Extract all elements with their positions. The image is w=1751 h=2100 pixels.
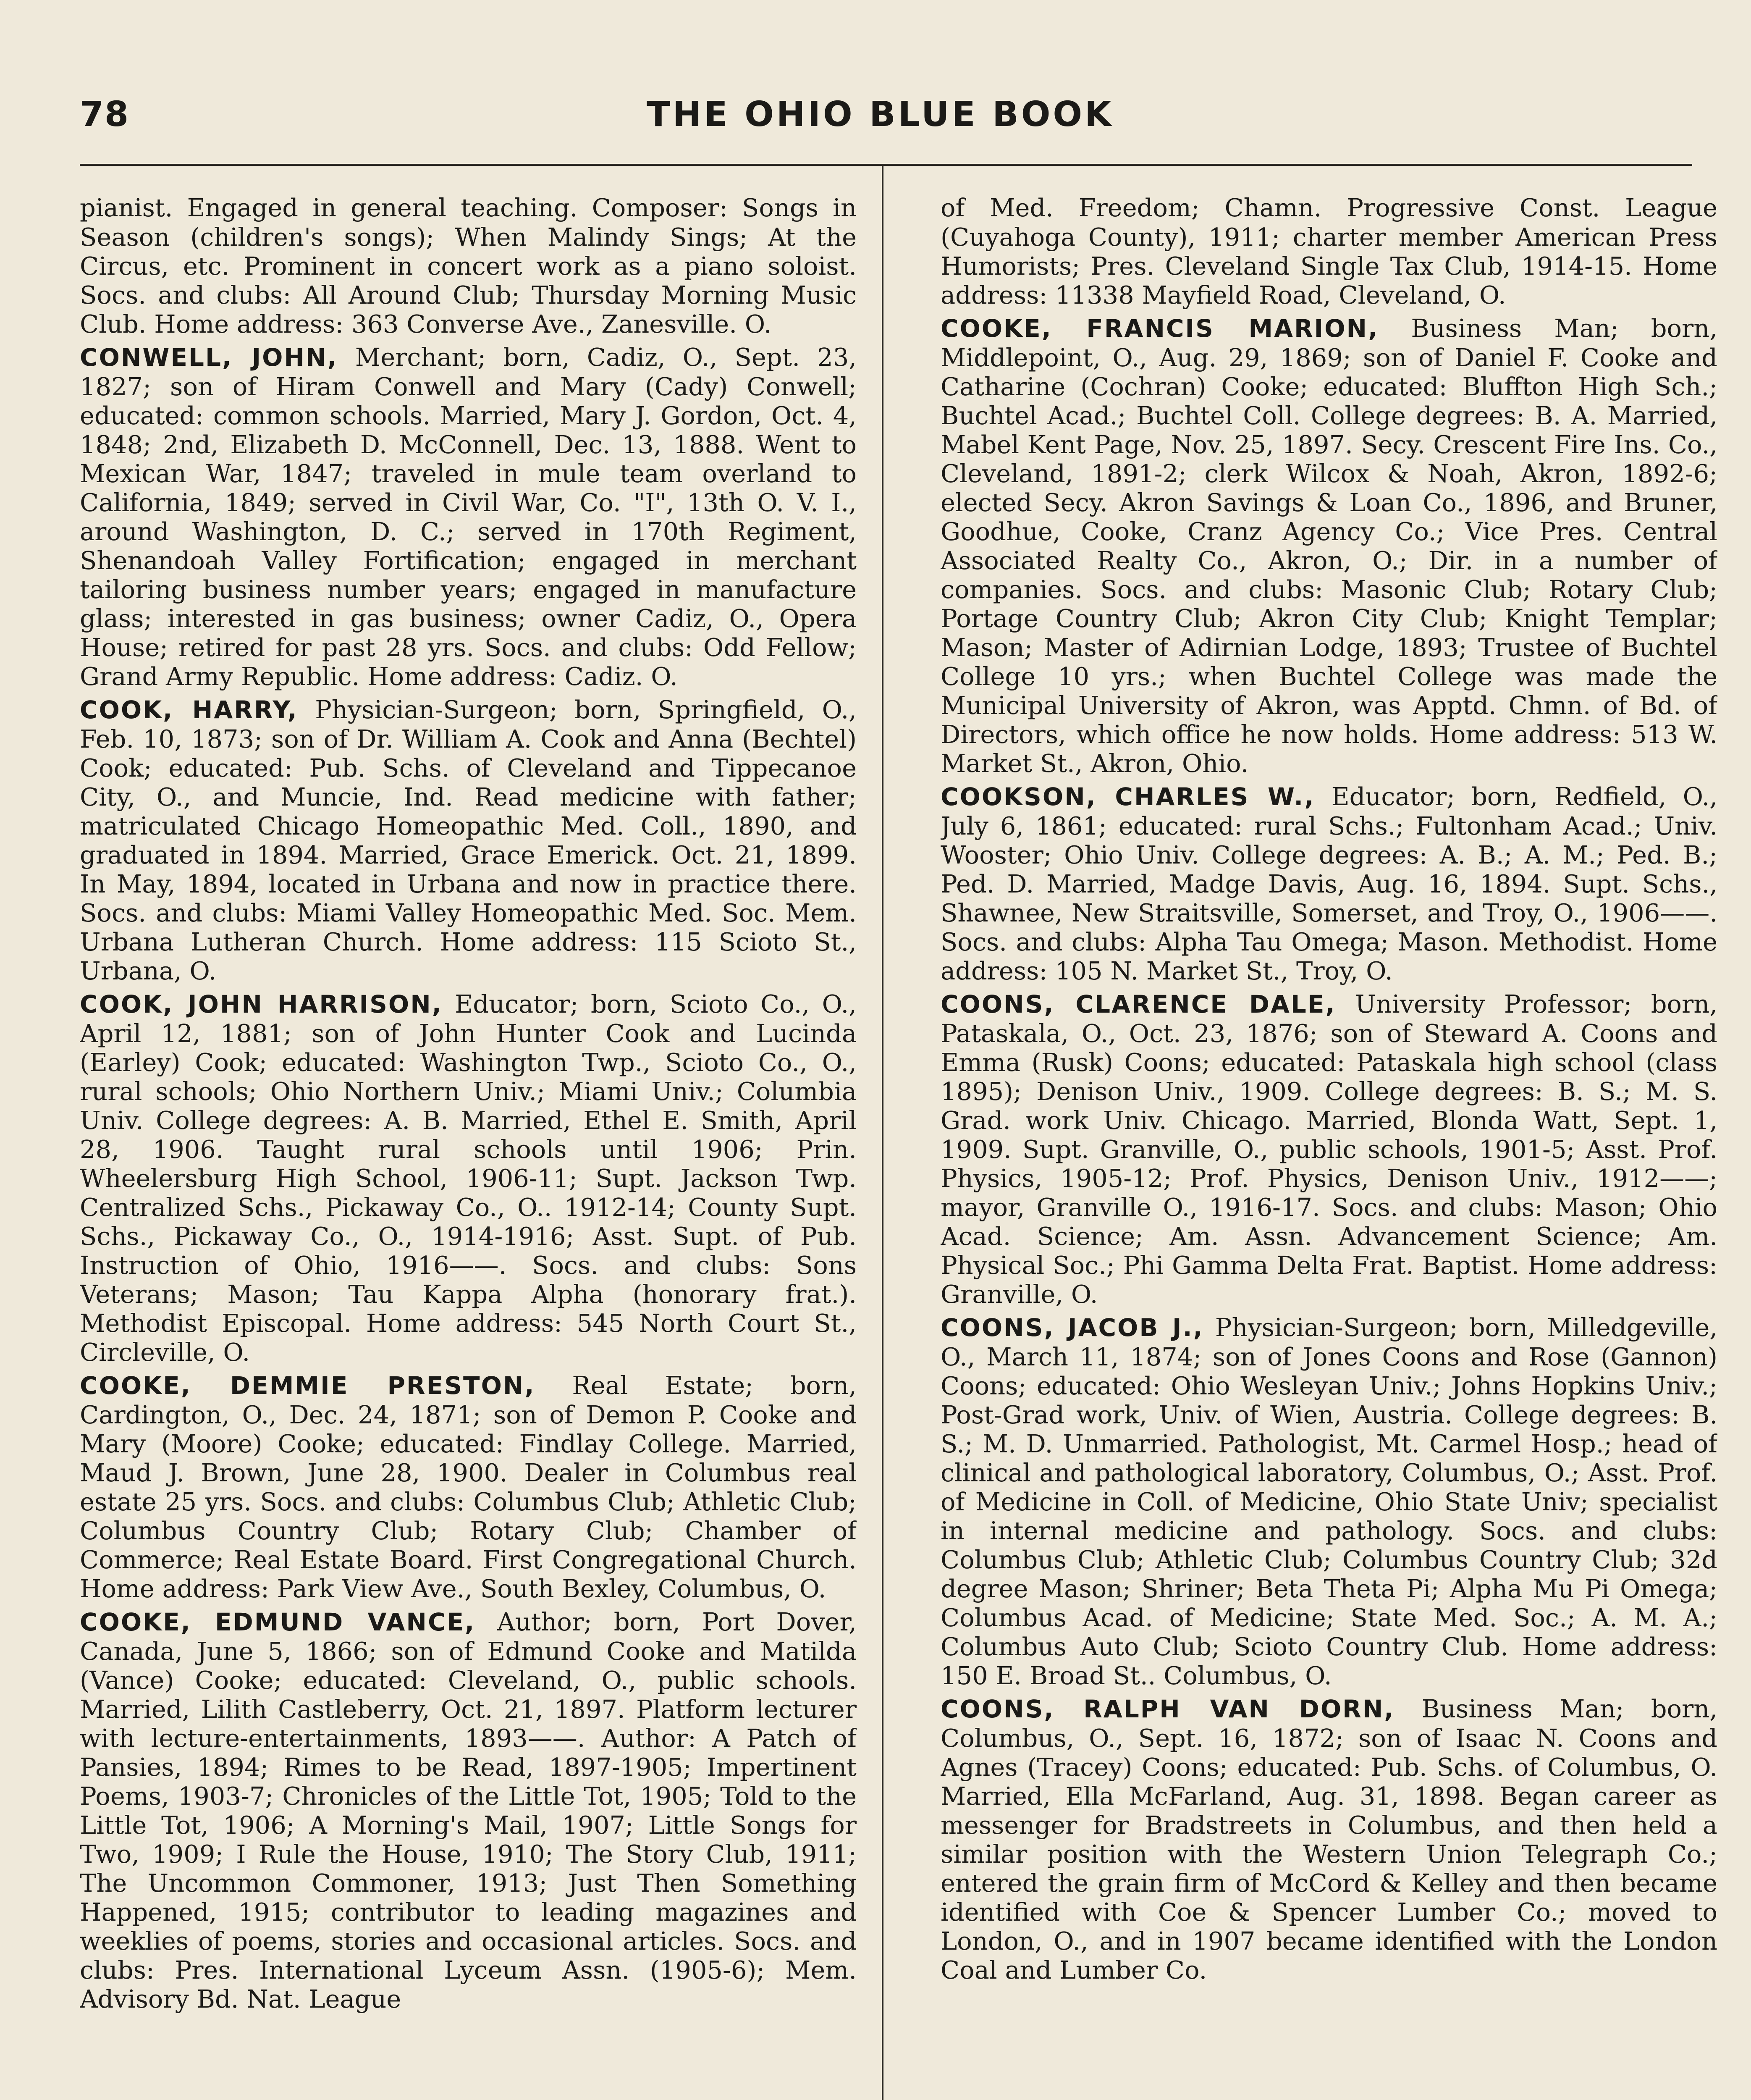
entry-text: Merchant; born, Cadiz, O., Sept. 23, 1827; son of Hiram Conwell and Mary (Cady) Conwell; educated: common schools. Married, Mary J. Gordon, Oct. 4, 1848; 2nd, Elizabeth D. McConnell, Dec. 13, 1888. Went to Mexican War, 1847; traveled in mule team overland to California, 1849; served in Civil War, Co. "I", 13th O. V. I., around Washington, D. C.; served in 170th Regiment, Shenandoah Valley Fortification; engaged in merchant tailoring business number years; engaged in manufacture glass; interested in gas business; owner Cadiz, O., Opera House; retired for past 28 yrs. Socs. and clubs: Odd Fellow; Grand Army Republic. Home address: Cadiz. O. (80, 343, 857, 691)
entry-name: COONS, RALPH VAN DORN, (941, 1695, 1395, 1723)
biography-entry (80, 695, 857, 985)
entry-name: COOK, JOHN HARRISON, (80, 990, 443, 1018)
entry-text: Business Man; born, Middlepoint, O., Aug. 29, 1869; son of Daniel F. Cooke and Catharine (Cochran) Cooke; educated: Bluffton High Sch.; Buchtel Acad.; Buchtel Coll. College degrees: B. A. Married, Mabel Kent Page, Nov. 25, 1897. Secy. Crescent Fire Ins. Co., Cleveland, 1891-2; clerk Wilcox & Noah, Akron, 1892-6; elected Secy. Akron Savings & Loan Co., 1896, and Bruner, Goodhue, Cooke, Cranz Agency Co.; Vice Pres. Central Associated Realty Co., Akron, O.; Dir. in a number of companies. Socs. and clubs: Masonic Club; Rotary Club; Portage Country Club; Akron City Club; Knight Templar; Mason; Master of Adirnian Lodge, 1893; Trustee of Buchtel College 10 yrs.; when Buchtel College was made the Municipal University of Akron, was Apptd. Chmn. of Bd. of Directors, which office he now holds. Home address: 513 W. Market St., Akron, Ohio. (941, 314, 1717, 778)
header-rule (80, 164, 1692, 166)
biography-entry (80, 990, 857, 1367)
entry-text: pianist. Engaged in general teaching. Composer: Songs in Season (children's songs); When Malindy Sings; At the Circus, etc. Prominent in concert work as a piano soloist. Socs. and clubs: All Around Club; Thursday Morning Music Club. Home address: 363 Converse Ave., Zanesville. O. (80, 193, 857, 339)
entry-text: Author; born, Port Dover, Canada, June 5, 1866; son of Edmund Cooke and Matilda (Vance) Cooke; educated: Cleveland, O., public schools. Married, Lilith Castleberry, Oct. 21, 1897. Platform lecturer with lecture-entertainments, 1893——. Author: A Patch of Pansies, 1894; Rimes to be Read, 1897-1905; Impertinent Poems, 1903-7; Chronicles of the Little Tot, 1905; Told to the Little Tot, 1906; A Morning's Mail, 1907; Little Songs for Two, 1909; I Rule the House, 1910; The Story Club, 1911; The Uncommon Commoner, 1913; Just Then Something Happened, 1915; contributor to leading magazines and weeklies of poems, stories and occasional articles. Socs. and clubs: Pres. International Lyceum Assn. (1905-6); Mem. Advisory Bd. Nat. League (80, 1607, 857, 2013)
entry-name: COOKSON, CHARLES W., (941, 782, 1315, 811)
biography-entry (941, 1313, 1717, 1690)
entry-text: Physician-Surgeon; born, Springfield, O., Feb. 10, 1873; son of Dr. William A. Cook and Anna (Bechtel) Cook; educated: Pub. Schs. of Cleveland and Tippecanoe City, O., and Muncie, Ind. Read medicine with father; matriculated Chicago Homeopathic Med. Coll., 1890, and graduated in 1894. Married, Grace Emerick. Oct. 21, 1899. In May, 1894, located in Urbana and now in practice there. Socs. and clubs: Miami Valley Homeopathic Med. Soc. Mem. Urbana Lutheran Church. Home address: 115 Scioto St., Urbana, O. (80, 695, 857, 985)
entry-text: Real Estate; born, Cardington, O., Dec. 24, 1871; son of Demon P. Cooke and Mary (Moore) Cooke; educated: Findlay College. Married, Maud J. Brown, June 28, 1900. Dealer in Columbus real estate 25 yrs. Socs. and clubs: Columbus Club; Athletic Club; Columbus Country Club; Rotary Club; Chamber of Commerce; Real Estate Board. First Congregational Church. Home address: Park View Ave., South Bexley, Columbus, O. (80, 1371, 857, 1603)
entry-name: CONWELL, JOHN, (80, 343, 338, 372)
entry-name: COONS, CLARENCE DALE, (941, 990, 1336, 1018)
page-header (80, 94, 1692, 149)
biography-entry (941, 990, 1717, 1309)
column-divider (882, 166, 883, 2100)
entry-text: Physician-Surgeon; born, Milledgeville, O., March 11, 1874; son of Jones Coons and Rose (Gannon) Coons; educated: Ohio Wesleyan Univ.; Johns Hopkins Univ.; Post-Grad work, Univ. of Wien, Austria. College degrees: B. S.; M. D. Unmarried. Pathologist, Mt. Carmel Hosp.; head of clinical and pathological laboratory, Columbus, O.; Asst. Prof. of Medicine in Coll. of Medicine, Ohio State Univ; specialist in internal medicine and pathology. Socs. and clubs: Columbus Club; Athletic Club; Columbus Country Club; 32d degree Mason; Shriner; Beta Theta Pi; Alpha Mu Pi Omega; Columbus Acad. of Medicine; State Med. Soc.; A. M. A.; Columbus Auto Club; Scioto Country Club. Home address: 150 E. Broad St.. Columbus, O. (941, 1313, 1717, 1690)
entry-text: Educator; born, Redfield, O., July 6, 1861; educated: rural Schs.; Fultonham Acad.; Univ. Wooster; Ohio Univ. College degrees: A. B.; A. M.; Ped. B.; Ped. D. Married, Madge Davis, Aug. 16, 1894. Supt. Schs., Shawnee, New Straitsville, Somerset, and Troy, O., 1906——. Socs. and clubs: Alpha Tau Omega; Mason. Methodist. Home address: 105 N. Market St., Troy, O. (941, 782, 1717, 985)
entry-name: COOK, HARRY, (80, 696, 298, 724)
biography-entry (80, 1607, 857, 2013)
entry-name: COOKE, DEMMIE PRESTON, (80, 1371, 535, 1400)
entry-text: Educator; born, Scioto Co., O., April 12, 1881; son of John Hunter Cook and Lucinda (Earley) Cook; educated: Washington Twp., Scioto Co., O., rural schools; Ohio Northern Univ.; Miami Univ.; Columbia Univ. College degrees: A. B. Married, Ethel E. Smith, April 28, 1906. Taught rural schools until 1906; Prin. Wheelersburg High School, 1906-11; Supt. Jackson Twp. Centralized Schs., Pickaway Co., O.. 1912-14; County Supt. Schs., Pickaway Co., O., 1914-1916; Asst. Supt. of Pub. Instruction of Ohio, 1916——. Socs. and clubs: Sons Veterans; Mason; Tau Kappa Alpha (honorary frat.). Methodist Episcopal. Home address: 545 North Court St., Circleville, O. (80, 990, 857, 1367)
entry-text: of Med. Freedom; Chamn. Progressive Const. League (Cuyahoga County), 1911; charter member American Press Humorists; Pres. Cleveland Single Tax Club, 1914-15. Home address: 11338 Mayfield Road, Cleveland, O. (941, 193, 1717, 310)
biography-entry (80, 193, 857, 339)
page-number: 78 (80, 94, 130, 134)
biography-entry (941, 314, 1717, 778)
biography-entry (941, 193, 1717, 310)
entry-name: COOKE, EDMUND VANCE, (80, 1608, 476, 1636)
running-title: THE OHIO BLUE BOOK (647, 94, 1114, 134)
entry-name: COOKE, FRANCIS MARION, (941, 314, 1379, 343)
right-column (941, 193, 1717, 2100)
biography-entry (80, 1371, 857, 1603)
entry-name: COONS, JACOB J., (941, 1313, 1204, 1342)
left-column (80, 193, 857, 2100)
entry-text: University Professor; born, Pataskala, O., Oct. 23, 1876; son of Steward A. Coons and Emma (Rusk) Coons; educated: Pataskala high school (class 1895); Denison Univ., 1909. College degrees: B. S.; M. S. Grad. work Univ. Chicago. Married, Blonda Watt, Sept. 1, 1909. Supt. Granville, O., public schools, 1901-5; Asst. Prof. Physics, 1905-12; Prof. Physics, Denison Univ., 1912——; mayor, Granville O., 1916-17. Socs. and clubs: Mason; Ohio Acad. Science; Am. Assn. Advancement Science; Am. Physical Soc.; Phi Gamma Delta Frat. Baptist. Home address: Granville, O. (941, 990, 1717, 1309)
biography-entry (80, 343, 857, 691)
biography-entry (941, 1694, 1717, 1984)
biography-entry (941, 782, 1717, 985)
entry-text: Business Man; born, Columbus, O., Sept. 16, 1872; son of Isaac N. Coons and Agnes (Tracey) Coons; educated: Pub. Schs. of Columbus, O. Married, Ella McFarland, Aug. 31, 1898. Began career as messenger for Bradstreets in Columbus, and then held a similar position with the Western Union Telegraph Co.; entered the grain firm of McCord & Kelley and then became identified with Coe & Spencer Lumber Co.; moved to London, O., and in 1907 became identified with the London Coal and Lumber Co. (941, 1694, 1717, 1984)
